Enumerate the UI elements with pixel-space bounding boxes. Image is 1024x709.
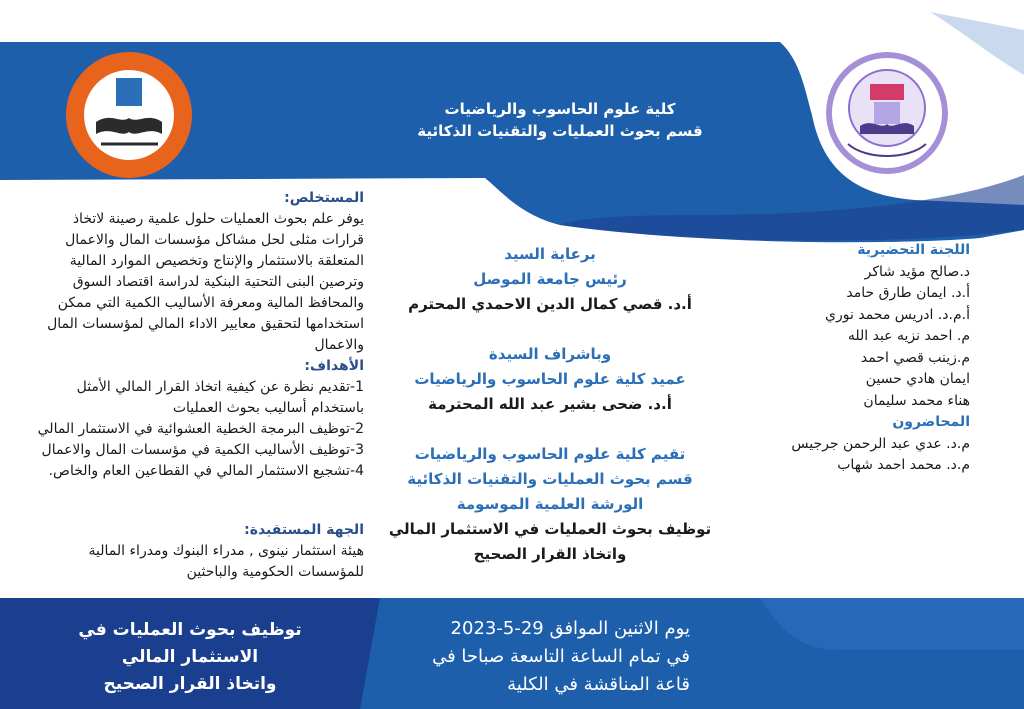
abstract-section bbox=[6, 188, 364, 482]
committee-member: م. احمد نزيه عبد الله bbox=[847, 328, 970, 344]
host-section bbox=[385, 442, 715, 567]
supervision-section bbox=[385, 342, 715, 417]
host-line: قسم بحوث العمليات والتقنيات الذكائية bbox=[407, 470, 693, 488]
college-logo bbox=[826, 52, 948, 174]
beneficiary-title: الجهة المستفيدة: bbox=[244, 522, 364, 538]
patron-section bbox=[385, 242, 715, 317]
committee-member: أ.د. ايمان طارق حامد bbox=[846, 285, 970, 301]
beneficiary-section bbox=[6, 520, 364, 583]
patron-name: أ.د. قصي كمال الدين الاحمدي المحترم bbox=[408, 295, 692, 313]
goal-item: باستخدام أساليب بحوث العمليات bbox=[172, 400, 364, 416]
footer-title-line: توظيف بحوث العمليات في bbox=[78, 620, 302, 640]
event-date: يوم الاثنين الموافق 29-5-2023 bbox=[450, 618, 690, 639]
college-name: كلية علوم الحاسوب والرياضيات bbox=[444, 100, 676, 118]
abstract-title: المستخلص: bbox=[284, 190, 364, 206]
goal-item: 3-توظيف الأساليب الكمية في مؤسسات المال والاعمال bbox=[41, 442, 364, 458]
patron-label: برعاية السيد bbox=[504, 245, 596, 263]
committee-section bbox=[745, 240, 970, 477]
abstract-line: استخدامها لتحقيق معايير الاداء المالي لمؤسسات المال bbox=[47, 316, 364, 332]
abstract-line: المتعلقة بالاستثمار والإنتاج وتخصيص الموارد المالية bbox=[69, 253, 364, 269]
lecturers-title: المحاضرون bbox=[892, 414, 970, 430]
committee-title: اللجنة التحضيرية bbox=[857, 242, 970, 258]
event-details bbox=[400, 615, 690, 699]
university-seal-icon bbox=[66, 52, 192, 178]
beneficiary-line: هيئة استثمار نينوى , مدراء البنوك ومدراء المالية bbox=[88, 543, 364, 559]
workshop-title: توظيف بحوث العمليات في الاستثمار المالي bbox=[388, 520, 712, 538]
committee-member: م.زينب قصي احمد bbox=[860, 349, 970, 366]
goal-item: 2-توظيف البرمجة الخطية العشوائية في الاستثمار المالي bbox=[37, 421, 364, 437]
abstract-line: وترصين البنى التحتية البنكية لدراسة اقتصاد السوق bbox=[72, 274, 364, 290]
footer-title-line: واتخاذ القرار الصحيح bbox=[103, 674, 277, 694]
event-place: قاعة المناقشة في الكلية bbox=[507, 674, 690, 695]
abstract-line: والمحافظ المالية ومعرفة الأساليب الكمية التي ممكن bbox=[57, 295, 364, 311]
abstract-line: يوفر علم بحوث العمليات حلول علمية رصينة لاتخاذ bbox=[72, 211, 364, 227]
supervision-role: عميد كلية علوم الحاسوب والرياضيات bbox=[414, 370, 686, 388]
abstract-line: والاعمال bbox=[314, 337, 364, 353]
supervision-label: وباشراف السيدة bbox=[488, 345, 612, 363]
goal-item: 1-تقديم نظرة عن كيفية اتخاذ القرار المالي الأمثل bbox=[76, 379, 364, 395]
lecturer: م.د. محمد احمد شهاب bbox=[837, 457, 970, 473]
committee-member: ايمان هادي حسين bbox=[865, 371, 970, 387]
host-line: تقيم كلية علوم الحاسوب والرياضيات bbox=[414, 445, 686, 463]
beneficiary-line: للمؤسسات الحكومية والباحثين bbox=[186, 564, 364, 580]
workshop-title: واتخاذ القرار الصحيح bbox=[473, 545, 627, 563]
goal-item: 4-تشجيع الاستثمار المالي في القطاعين العام والخاص. bbox=[48, 463, 364, 479]
abstract-line: قرارات مثلى لحل مشاكل مؤسسات المال والاعمال bbox=[65, 232, 364, 248]
committee-member: أ.م.د. ادريس محمد نوري bbox=[825, 306, 970, 323]
university-logo bbox=[66, 52, 192, 178]
host-line: الورشة العلمية الموسومة bbox=[456, 495, 644, 513]
footer-title-line: الاستثمار المالي bbox=[121, 647, 259, 667]
goals-title: الأهداف: bbox=[304, 358, 364, 374]
header-title bbox=[400, 98, 720, 142]
college-seal-icon bbox=[826, 52, 948, 174]
event-time: في تمام الساعة التاسعة صباحا في bbox=[432, 646, 690, 667]
footer-title bbox=[40, 617, 340, 698]
department-name: قسم بحوث العمليات والتقنيات الذكائية bbox=[417, 122, 703, 140]
patron-role: رئيس جامعة الموصل bbox=[473, 270, 627, 288]
committee-member: هناء محمد سليمان bbox=[863, 392, 970, 409]
supervision-name: أ.د. ضحى بشير عبد الله المحترمة bbox=[428, 395, 672, 413]
committee-member: د.صالح مؤيد شاكر bbox=[864, 263, 970, 280]
lecturer: م.د. عدي عبد الرحمن جرجيس bbox=[791, 435, 970, 452]
